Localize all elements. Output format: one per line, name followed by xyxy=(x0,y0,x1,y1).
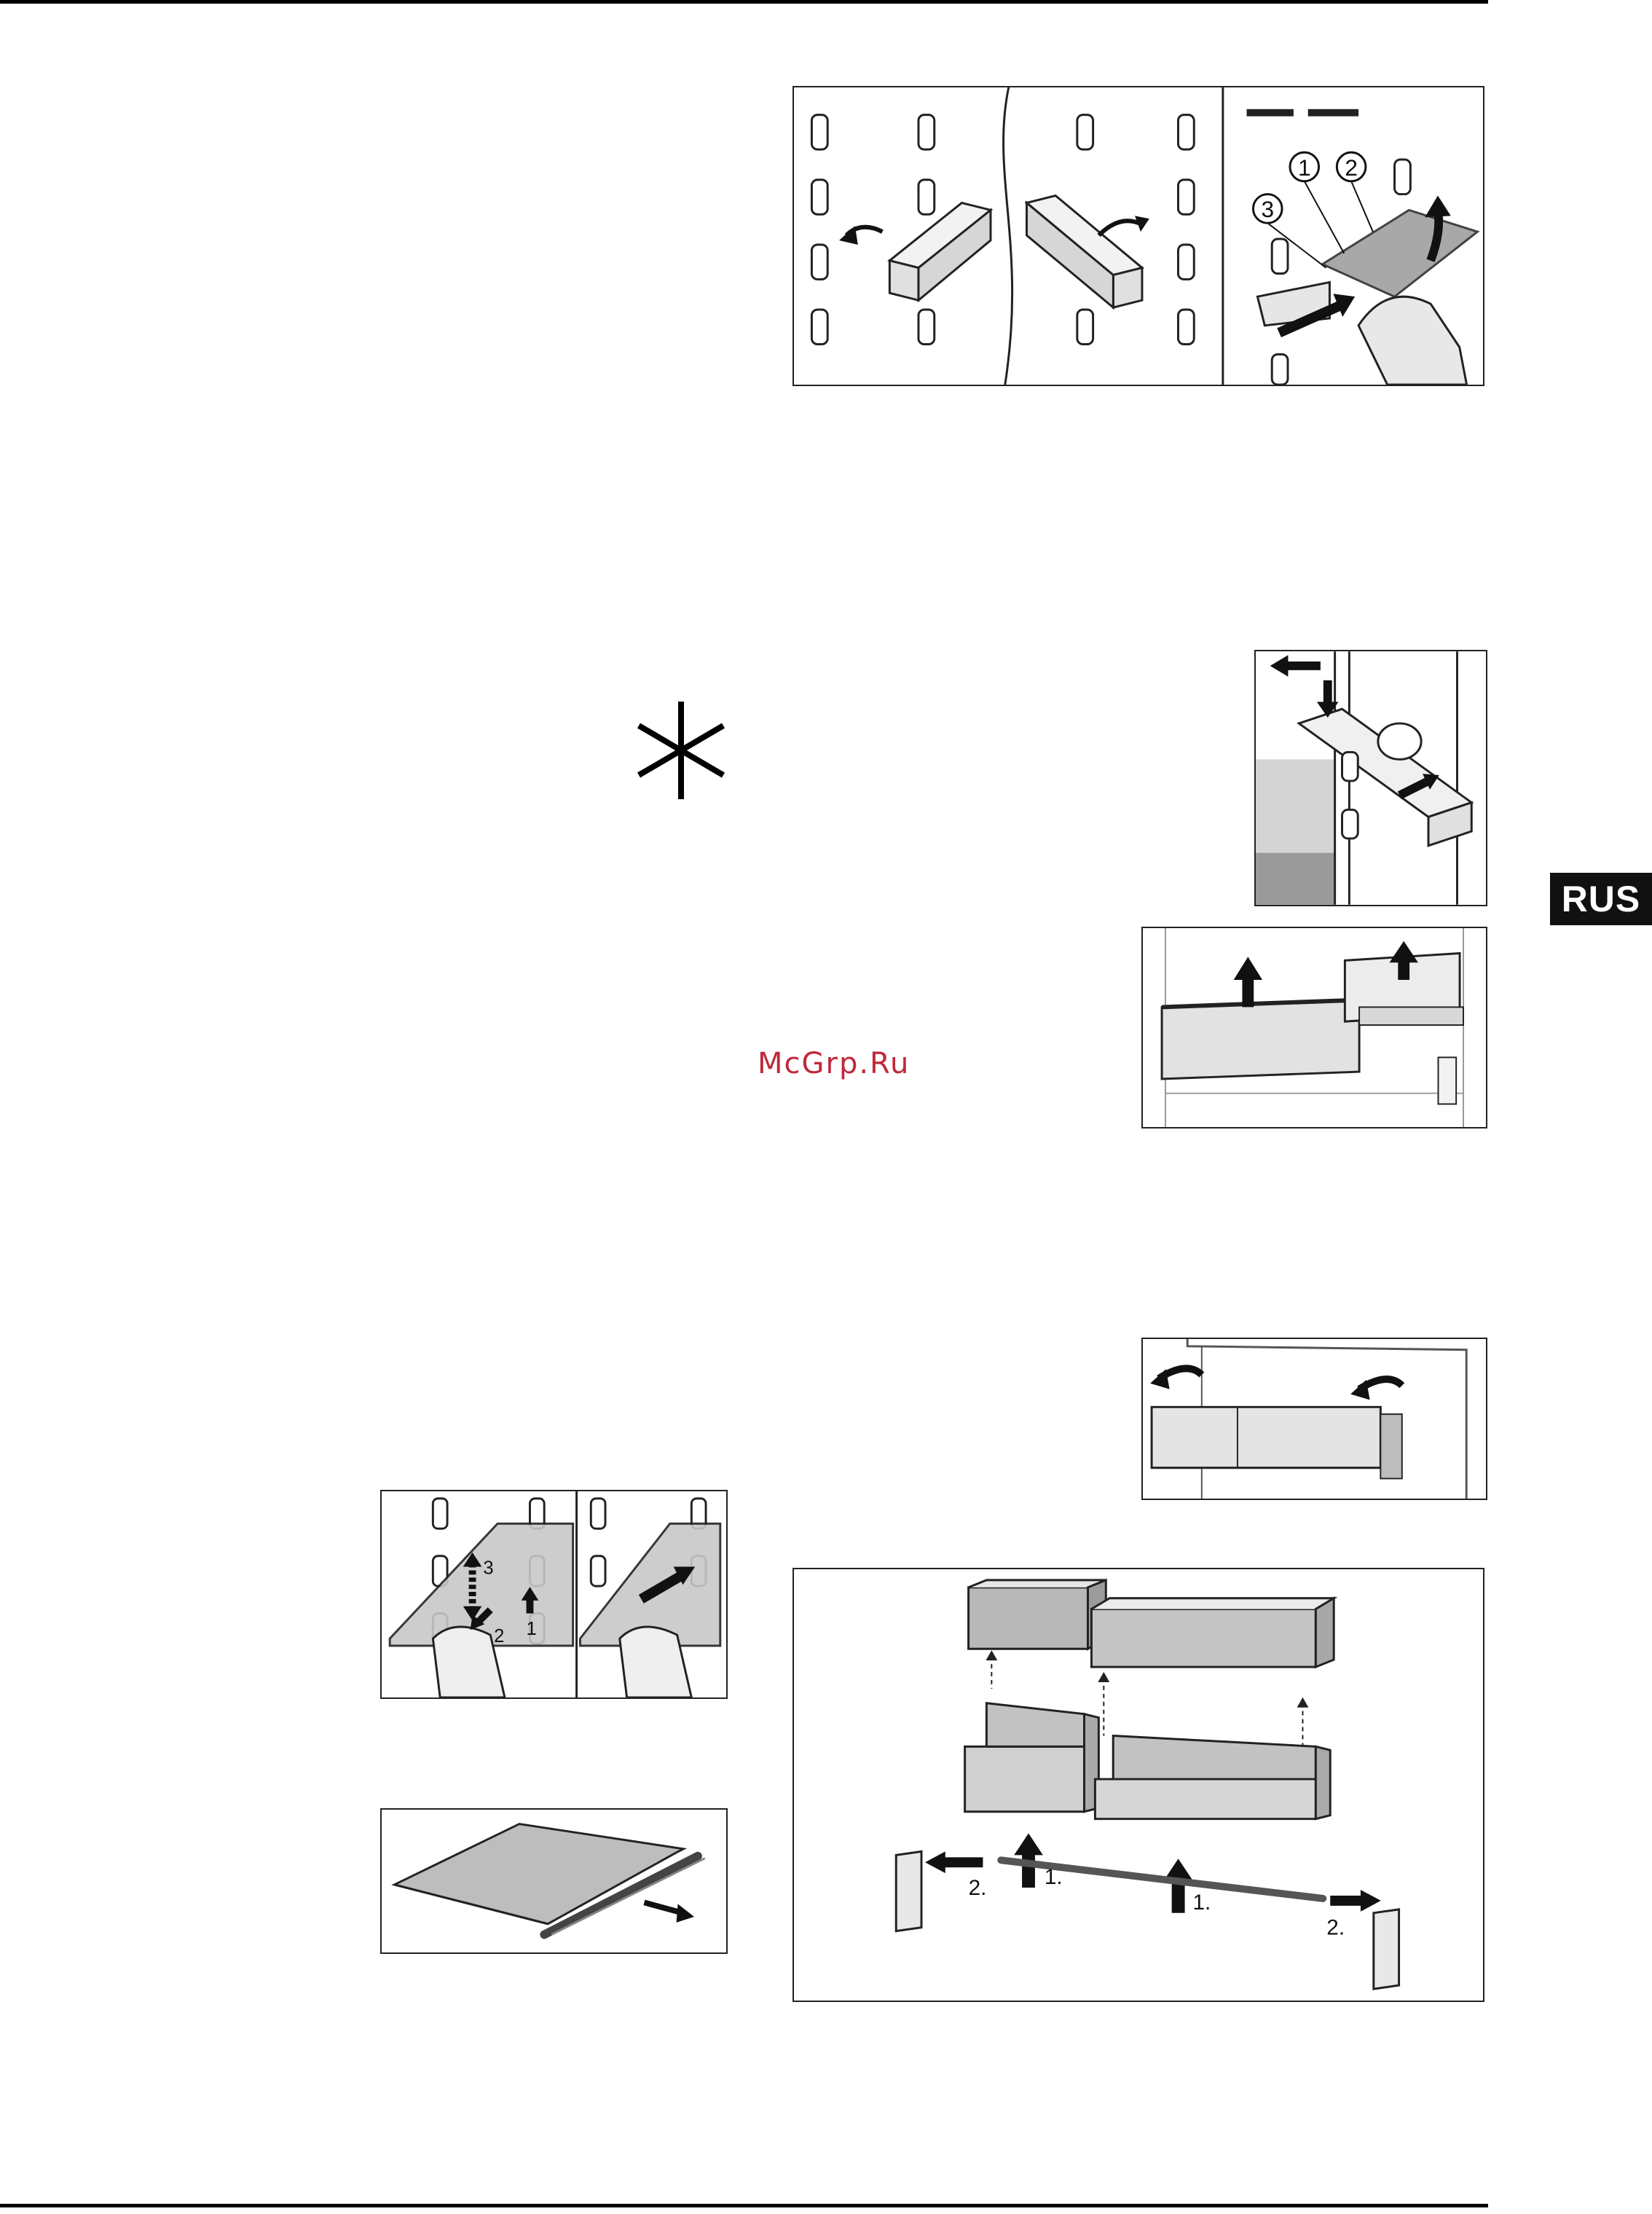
drawer-step-1b: 1. xyxy=(1192,1890,1211,1915)
callout-1: 1 xyxy=(1297,154,1311,181)
door-shelf-illustration xyxy=(1256,651,1486,905)
bottom-rule xyxy=(0,2204,1488,2207)
drawer-rail-illustration xyxy=(794,1569,1483,2001)
figure-glass-shelf xyxy=(380,1490,728,1699)
drawer-step-2a: 2. xyxy=(968,1875,987,1900)
figure-box-lift xyxy=(1141,927,1487,1128)
figure-drawer-rail xyxy=(792,1568,1484,2002)
watermark: McGrp.Ru xyxy=(758,1047,910,1080)
snowflake-icon xyxy=(626,696,736,805)
box-lift-illustration xyxy=(1143,928,1486,1127)
figure-shelf-trim xyxy=(380,1808,728,1954)
callout-2: 2 xyxy=(1345,154,1358,181)
shelf-trim-illustration xyxy=(382,1810,726,1952)
figure-door-shelf xyxy=(1254,650,1487,906)
shelf-supports-illustration xyxy=(794,87,1483,385)
figure-shelf-supports xyxy=(792,86,1484,386)
top-rule xyxy=(0,0,1488,4)
door-rack-illustration xyxy=(1143,1339,1486,1499)
drawer-step-2b: 2. xyxy=(1326,1915,1345,1940)
drawer-step-1a: 1. xyxy=(1044,1865,1063,1890)
language-tab: RUS xyxy=(1550,873,1652,925)
glass-shelf-step-1: 1 xyxy=(526,1619,537,1640)
glass-shelf-illustration xyxy=(382,1491,726,1697)
glass-shelf-step-2: 2 xyxy=(494,1626,505,1647)
glass-shelf-step-3: 3 xyxy=(483,1558,494,1579)
callout-3: 3 xyxy=(1261,196,1275,223)
figure-door-rack xyxy=(1141,1338,1487,1500)
